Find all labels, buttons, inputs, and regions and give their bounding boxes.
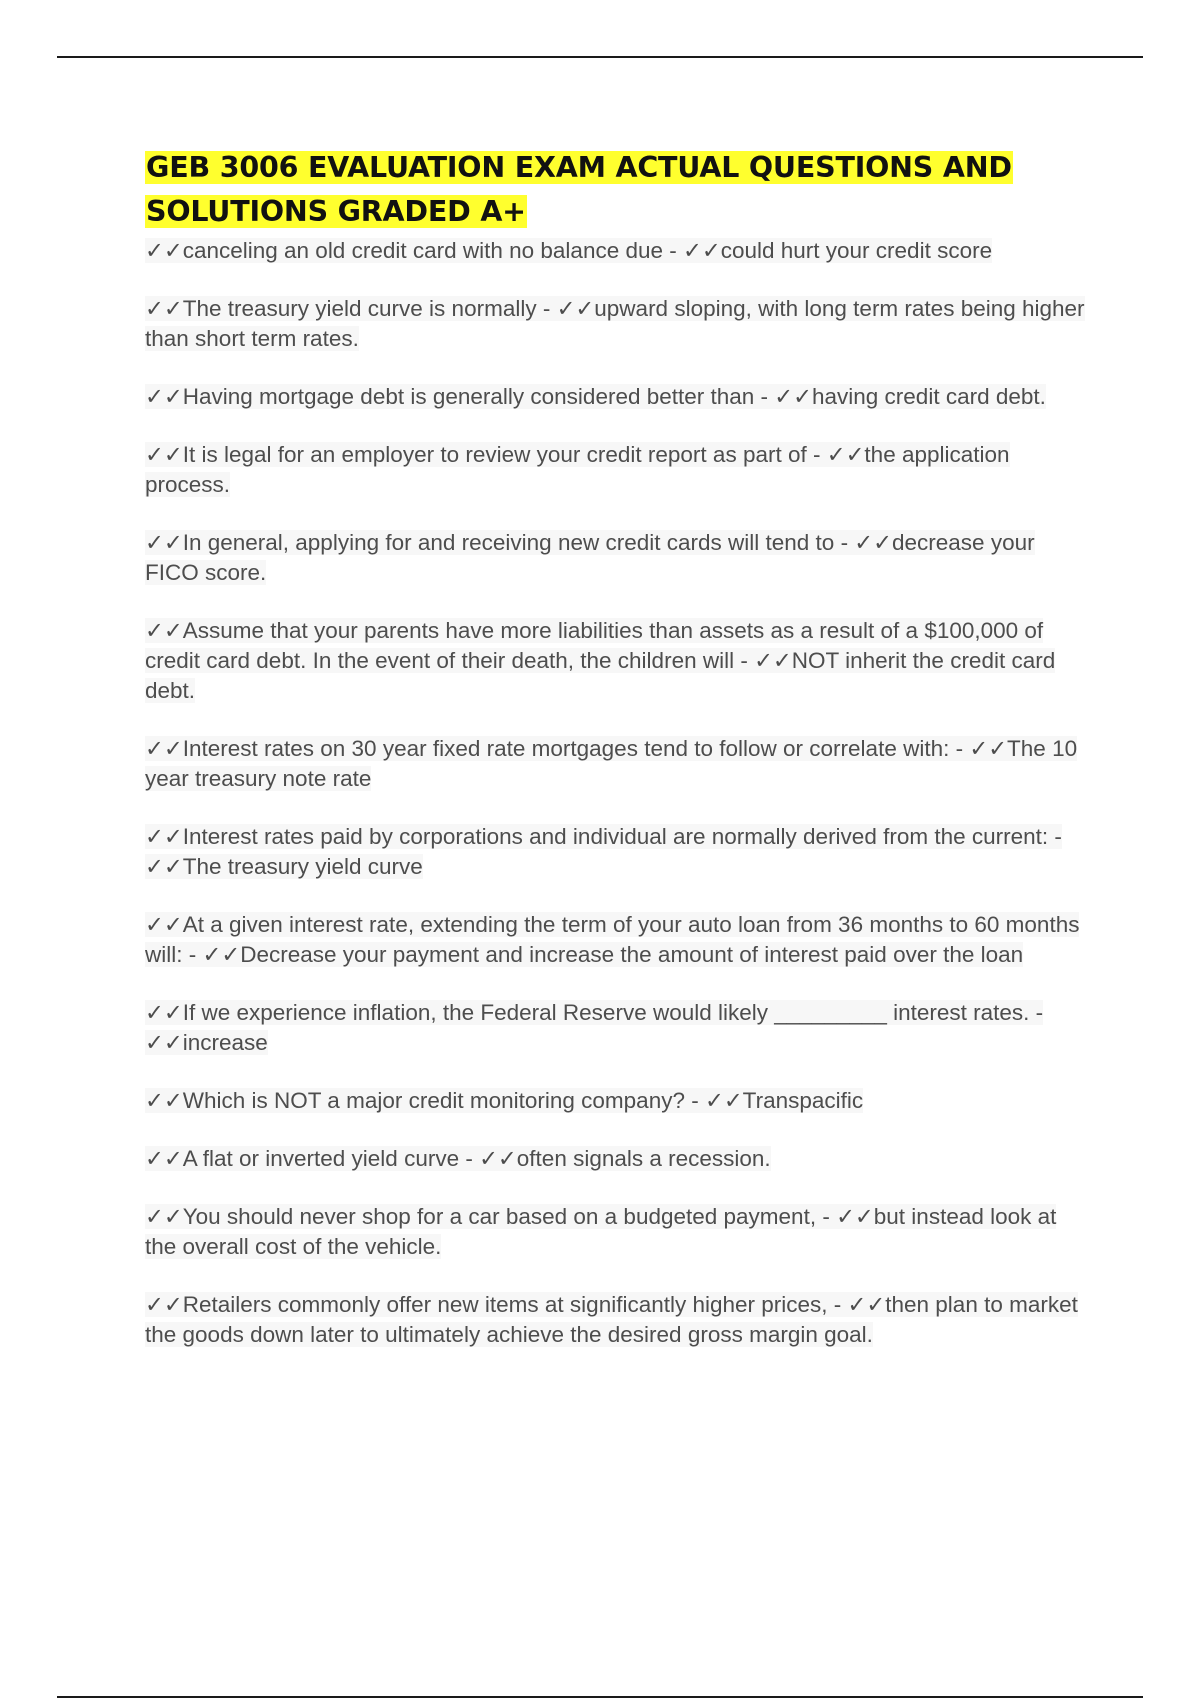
qa-item-text: ✓✓If we experience inflation, the Federal Reserve would likely _________ interest rates. - ✓✓increase [145, 1000, 1044, 1055]
qa-item [145, 382, 1090, 412]
bottom-rule [57, 1696, 1143, 1698]
page-title-text: GEB 3006 EVALUATION EXAM ACTUAL QUESTIONS AND SOLUTIONS GRADED A+ [146, 151, 1012, 228]
qa-item-text: ✓✓In general, applying for and receiving new credit cards will tend to - ✓✓decrease your FICO score. [145, 530, 1035, 585]
qa-item-text: ✓✓Interest rates paid by corporations and individual are normally derived from the current: - ✓✓The treasury yield curve [145, 824, 1062, 879]
qa-item-text: ✓✓Having mortgage debt is generally considered better than - ✓✓having credit card debt. [145, 384, 1046, 409]
qa-item-text: ✓✓Interest rates on 30 year fixed rate mortgages tend to follow or correlate with: - ✓✓The 10 year treasury note rate [145, 736, 1078, 791]
qa-item [145, 1144, 1090, 1174]
qa-item-text: ✓✓You should never shop for a car based on a budgeted payment, - ✓✓but instead look at the overall cost of the vehicle. [145, 1204, 1057, 1259]
qa-item [145, 998, 1090, 1058]
qa-item-text: ✓✓At a given interest rate, extending the term of your auto loan from 36 months to 60 months will: - ✓✓Decrease your payment and increase the amount of interest paid over the loan [145, 912, 1080, 967]
qa-item [145, 822, 1090, 882]
qa-item [145, 528, 1090, 588]
qa-item-text: ✓✓The treasury yield curve is normally - ✓✓upward sloping, with long term rates being higher than short term rates. [145, 296, 1085, 351]
qa-item [145, 1202, 1090, 1262]
qa-item [145, 910, 1090, 970]
qa-item-text: ✓✓Which is NOT a major credit monitoring company? - ✓✓Transpacific [145, 1088, 864, 1113]
qa-item-text: ✓✓Retailers commonly offer new items at significantly higher prices, - ✓✓then plan to market the goods down later to ultimately achieve the desired gross margin goal. [145, 1292, 1078, 1347]
qa-item [145, 1290, 1090, 1350]
qa-item-text: ✓✓A flat or inverted yield curve - ✓✓often signals a recession. [145, 1146, 771, 1171]
top-rule [57, 56, 1143, 58]
page-title [145, 146, 1090, 234]
qa-item [145, 294, 1090, 354]
qa-item-text: ✓✓canceling an old credit card with no balance due - ✓✓could hurt your credit score [145, 238, 993, 263]
qa-item [145, 1086, 1090, 1116]
qa-item [145, 616, 1090, 706]
document-body [145, 146, 1090, 1350]
qa-item [145, 734, 1090, 794]
qa-item [145, 236, 1090, 266]
qa-item [145, 440, 1090, 500]
qa-item-text: ✓✓Assume that your parents have more liabilities than assets as a result of a $100,000 of credit card debt. In the event of their death, the children will - ✓✓NOT inherit the credit card debt. [145, 618, 1056, 703]
qa-item-text: ✓✓It is legal for an employer to review your credit report as part of - ✓✓the application process. [145, 442, 1010, 497]
